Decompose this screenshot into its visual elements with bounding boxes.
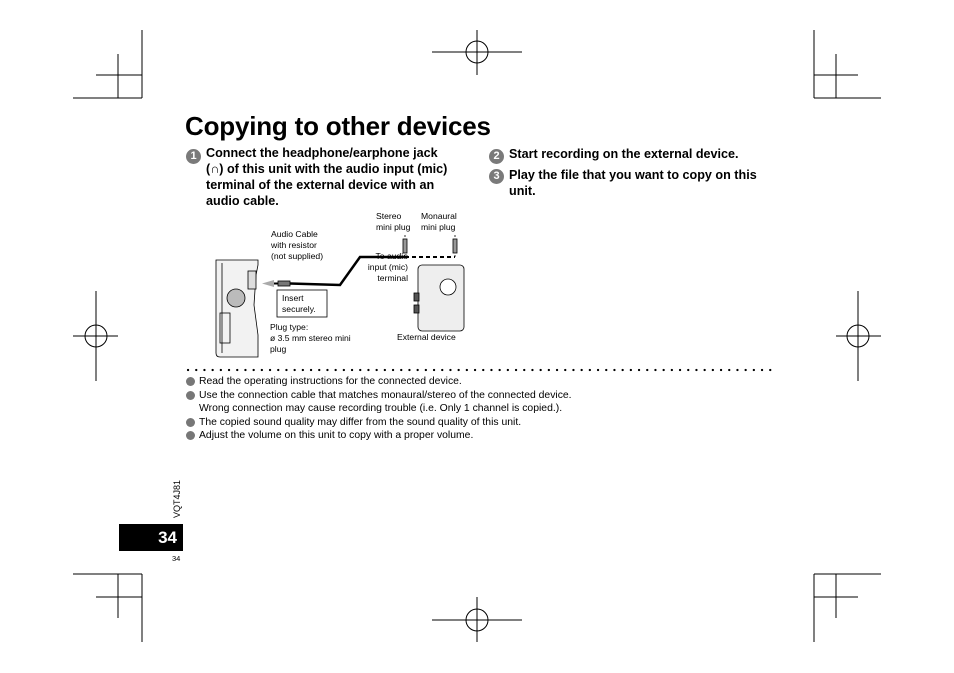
label-line: Plug type: [270,322,309,332]
label-line: ø 3.5 mm stereo mini [270,333,351,343]
label-stereo-plug [376,211,410,233]
bullet-icon [186,418,195,427]
label-mono-plug [421,211,457,233]
mono-plug [453,239,457,253]
label-plug-type [270,322,351,355]
step-2-text: Start recording on the external device. [509,147,739,161]
note-text: Use the connection cable that matches monaural/stereo of the connected device. [199,389,572,401]
external-device [418,265,464,331]
label-line: plug [270,344,287,354]
notes-list [186,375,572,443]
step-1-number: 1 [186,149,201,164]
bullet-icon [186,431,195,440]
label-line: Insert [282,293,304,303]
label-external-device: External device [397,332,456,342]
note-text: Read the operating instructions for the connected device. [199,376,462,387]
label-to-audio [362,251,408,284]
bullet-icon [186,377,195,386]
label-line: (not supplied) [271,251,324,261]
page-number-box [119,524,183,551]
note-item [186,389,572,403]
note-item [186,416,572,430]
label-audio-cable [271,229,323,262]
step-1-line: (∩) of this unit with the audio input (mic) [206,162,448,176]
label-line: with resistor [271,240,317,250]
step-3-number: 3 [489,169,504,184]
small-page-number: 34 [172,554,181,563]
bullet-icon [186,391,195,400]
cable-plug [278,281,290,286]
note-text: Adjust the volume on this unit to copy with a proper volume. [199,430,474,442]
label-line: securely. [282,304,316,314]
step-1-line: terminal of the external device with an [206,178,435,192]
page-number: 34 [158,528,177,547]
label-line: terminal [377,273,408,283]
step-1-line: Connect the headphone/earphone jack [206,146,438,160]
label-line: mini plug [376,222,411,232]
label-line: mini plug [421,222,456,232]
label-line: Monaural [421,211,457,221]
label-line: input (mic) [367,262,408,272]
note-text: Wrong connection may cause recording trouble (i.e. Only 1 channel is copied.). [199,403,563,415]
note-text: The copied sound quality may differ from the sound quality of this unit. [199,416,522,428]
document-code: VQT4J81 [172,479,182,518]
step-1-line: audio cable. [206,194,279,208]
insert-arrow [262,280,274,287]
page-title: Copying to other devices [185,111,491,141]
dotted-divider [186,367,776,373]
label-line: Stereo [376,211,402,221]
step-1-text [206,145,447,209]
note-item [186,375,572,389]
note-item [186,429,572,443]
label-line: To audio [375,251,408,261]
step-2-number: 2 [489,149,504,164]
step-3-line: Play the file that you want to copy on this [509,168,757,182]
label-insert [282,293,316,315]
speaker-grille [227,289,245,307]
label-line: Audio Cable [271,229,318,239]
note-item-continued [186,402,572,416]
step-3-line: unit. [509,184,536,198]
step-3-text [509,167,757,199]
